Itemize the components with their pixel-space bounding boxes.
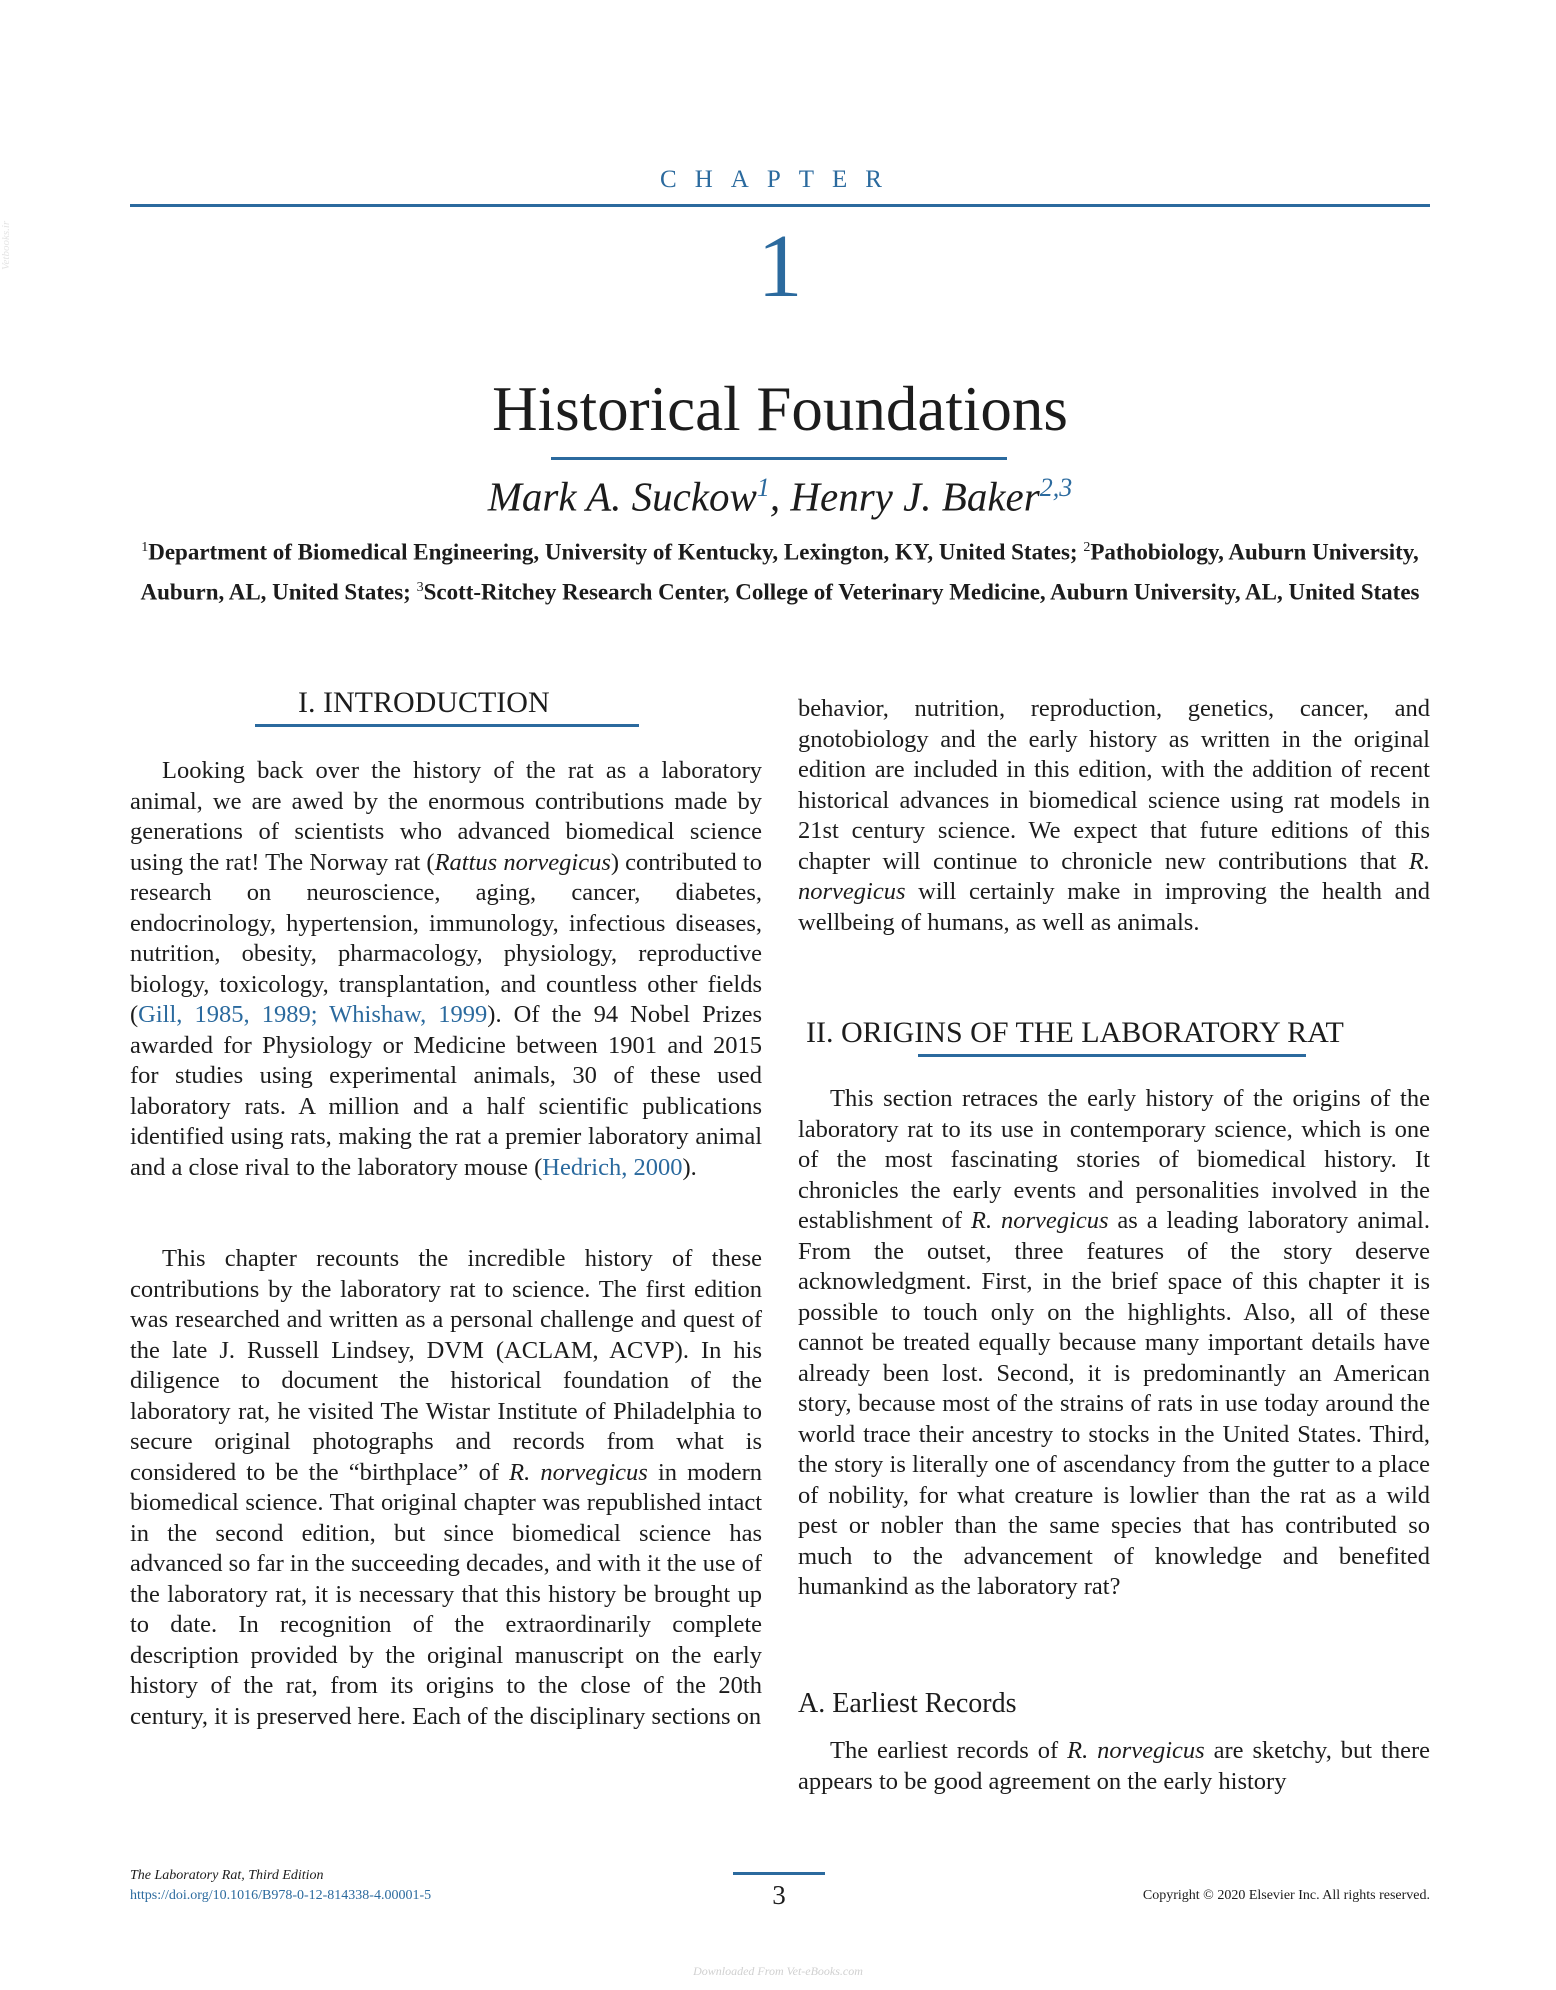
species-name: R. norvegicus (970, 1207, 1109, 1234)
intro-paragraph-1 (130, 756, 762, 1183)
book-title: The Laboratory Rat, Third Edition (130, 1868, 324, 1883)
paragraph-text: ) contributed to research on neuroscience, aging, cancer, diabetes, endocrinology, hypertension, immunology, infectious diseases, nutrition, obesity, pharmacology, physiology, reproductive biology, toxicology, transplantation, and countless other fields ( (130, 848, 762, 1028)
author-name: Mark A. Suckow (487, 473, 757, 520)
paragraph-text: This chapter recounts the incredible history of these contributions by the laboratory rat to science. The first edition was researched and written as a personal challenge and quest of the late J. Russell Lindsey, DVM (ACLAM, ACVP). In his diligence to document the historical foundation of the laboratory rat, he visited The Wistar Institute of Philadelphia to secure original photographs and records from what is considered to be the “birthplace” of (130, 1245, 762, 1486)
affiliation-text: Department of Biomedical Engineering, University of Kentucky, Lexington, KY, United States; (148, 539, 1084, 565)
paragraph-text: This section retraces the early history of the origins of the laboratory rat to its use in contemporary science, which is one of the most fascinating stories of biomedical history. It chronicles the early events and personalities involved in the establishment of (798, 1085, 1430, 1234)
paragraph-text: in modern biomedical science. That original chapter was republished intact in the second edition, but since biomedical science has advanced so far in the succeeding decades, and with it the use of the laboratory rat, it is necessary that this history be brought up to date. In recognition of the extraordinarily complete description provided by the original manuscript on the early history of the rat, from its origins to the close of the 20th century, it is preserved here. Each of the disciplinary sections on (130, 1458, 762, 1730)
paragraph-text: will certainly make in improving the health and wellbeing of humans, as well as animals. (798, 878, 1430, 936)
affiliation-marker: 1 (141, 540, 149, 555)
chapter-title: Historical Foundations (492, 374, 1068, 444)
doi-link[interactable]: https://doi.org/10.1016/B978-0-12-814338-4.00001-5 (130, 1888, 432, 1903)
author-line (130, 474, 1430, 520)
intro-paragraph-2 (130, 1244, 762, 1732)
species-name: R. norvegicus (798, 847, 1430, 905)
chapter-label: CHAPTER (660, 166, 900, 193)
section-heading-introduction: I. INTRODUCTION (298, 686, 550, 719)
page-number-rule (733, 1872, 825, 1875)
page-number: 3 (772, 1880, 786, 1910)
author-affiliation-marker[interactable]: 2,3 (1039, 473, 1073, 502)
author-separator: , (769, 473, 791, 520)
section-heading-origins: II. ORIGINS OF THE LABORATORY RAT (806, 1016, 1344, 1049)
paragraph-text: ). Of the 94 Nobel Prizes awarded for Physiology or Medicine between 1901 and 2015 for studies using experimental animals, 30 of these used laboratory rats. A million and a half scientific publications identified using rats, making the rat a premier laboratory animal and a close rival to the laboratory mouse ( (130, 1001, 762, 1181)
author-affiliation-marker[interactable]: 1 (756, 473, 770, 502)
paragraph-text: The earliest records of (830, 1737, 1068, 1764)
paragraph-text: Looking back over the history of the rat as a laboratory animal, we are awed by the enormous contributions made by generations of scientists who advanced biomedical science using the rat! The Norway rat ( (130, 757, 762, 876)
species-name: R. norvegicus (1067, 1737, 1205, 1764)
affiliation-text: Pathobiology, Auburn University, Auburn, AL, United States; (140, 539, 1419, 605)
species-name: Rattus norvegicus (434, 848, 611, 876)
paragraph-text: are sketchy, but there appears to be good agreement on the early history (798, 1737, 1431, 1795)
intro-paragraph-2-continued (798, 694, 1430, 938)
affiliations (130, 530, 1430, 609)
paragraph-text: behavior, nutrition, reproduction, genetics, cancer, and gnotobiology and the early history as written in the original edition are included in this edition, with the addition of recent historical advances in biomedical science using rat models in 21st century science. We expect that future editions of this chapter will continue to chronicle new contributions that (798, 695, 1430, 875)
chapter-number: 1 (757, 217, 803, 316)
subsection-heading-earliest-records: A. Earliest Records (798, 1688, 1017, 1719)
paragraph-text: as a leading laboratory animal. From the outset, three features of the story deserve acknowledgment. First, in the brief space of this chapter it is possible to touch only on the highlights. Also, all of these cannot be treated equally because many important details have already been lost. Second, it is predominantly an American story, because most of the strains of rats in use today around the world trace their ancestry to stocks in the United States. Third, the story is literally one of ascendancy from the gutter to a place of nobility, for what creature is lowlier than the rat as a wild pest or nobler than the same species that has contributed so much to the advancement of knowledge and benefited humankind as the laboratory rat? (798, 1207, 1430, 1600)
affiliation-marker: 3 (416, 579, 424, 595)
citation-link[interactable]: Gill, 1985, 1989; Whishaw, 1999 (138, 1001, 488, 1028)
title-rule (551, 457, 1007, 460)
citation-link[interactable]: Hedrich, 2000 (542, 1153, 683, 1181)
download-watermark: Downloaded From Vet-eBooks.com (693, 1964, 863, 1978)
heading-rule (255, 724, 639, 727)
affiliation-marker: 2 (1083, 540, 1091, 555)
side-watermark: Vetbooks.ir (0, 220, 12, 270)
heading-rule (918, 1054, 1306, 1057)
origins-paragraph-1 (798, 1084, 1430, 1603)
affiliation-text: Scott-Ritchey Research Center, College of Veterinary Medicine, Auburn University, AL, United States (423, 579, 1420, 605)
species-name: R. norvegicus (509, 1458, 648, 1486)
earliest-records-paragraph (798, 1736, 1430, 1797)
copyright-notice: Copyright © 2020 Elsevier Inc. All rights reserved. (1142, 1888, 1430, 1903)
chapter-rule (130, 204, 1430, 207)
author-name: Henry J. Baker (790, 473, 1040, 520)
paragraph-text: ). (682, 1153, 697, 1181)
footer-citation (130, 1866, 431, 1906)
